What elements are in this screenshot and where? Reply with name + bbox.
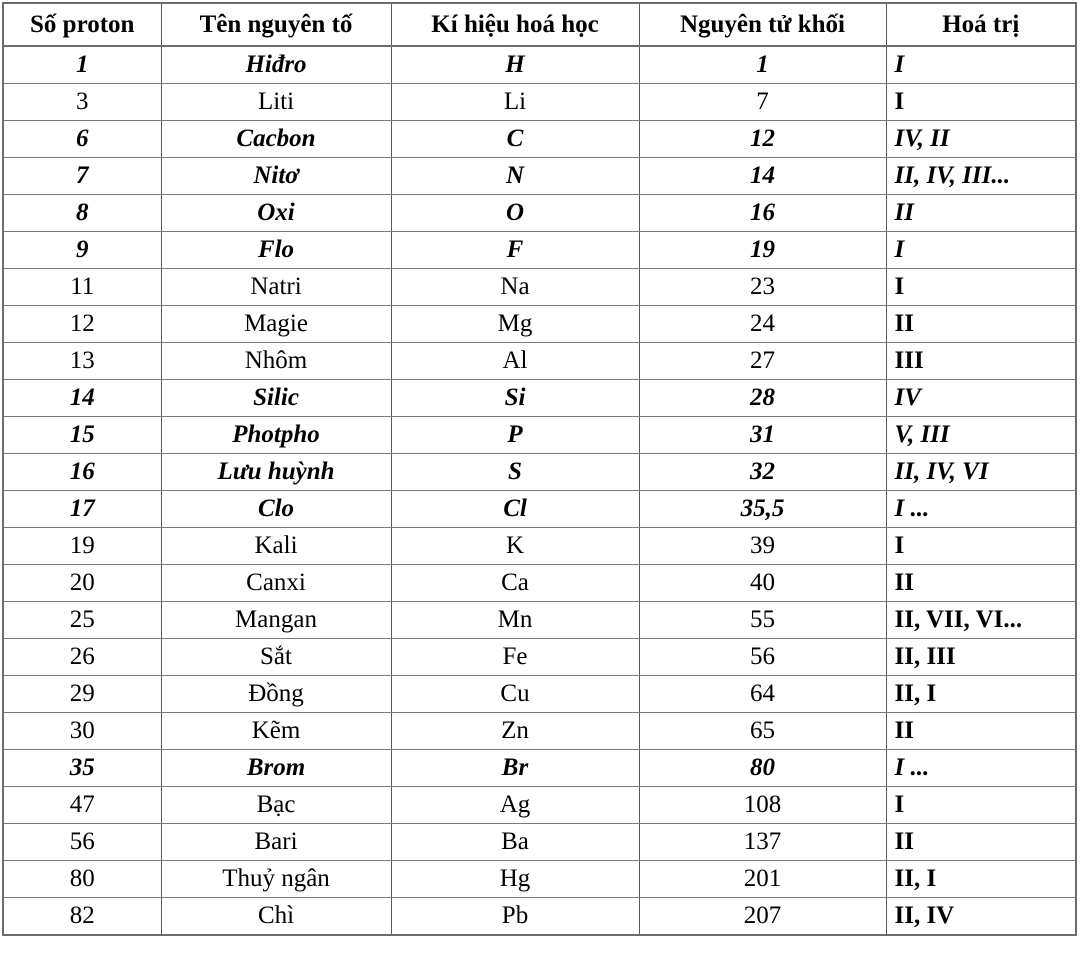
table-row	[3, 639, 1076, 676]
table-body	[3, 46, 1076, 935]
cell-proton-number: 14	[3, 380, 161, 417]
table-row	[3, 898, 1076, 936]
cell-element-symbol: K	[391, 528, 639, 565]
cell-valence: IV	[886, 380, 1076, 417]
cell-proton-number: 17	[3, 491, 161, 528]
cell-element-name: Silic	[161, 380, 391, 417]
cell-atomic-mass: 23	[639, 269, 886, 306]
cell-atomic-mass: 55	[639, 602, 886, 639]
cell-element-name: Flo	[161, 232, 391, 269]
table-row	[3, 232, 1076, 269]
cell-valence: I ...	[886, 491, 1076, 528]
cell-proton-number: 6	[3, 121, 161, 158]
cell-element-symbol: P	[391, 417, 639, 454]
cell-atomic-mass: 108	[639, 787, 886, 824]
table-row	[3, 343, 1076, 380]
table-row	[3, 380, 1076, 417]
cell-element-name: Liti	[161, 84, 391, 121]
cell-element-symbol: Li	[391, 84, 639, 121]
cell-element-name: Mangan	[161, 602, 391, 639]
cell-valence: II, I	[886, 861, 1076, 898]
cell-element-symbol: Si	[391, 380, 639, 417]
cell-element-symbol: Cu	[391, 676, 639, 713]
cell-atomic-mass: 40	[639, 565, 886, 602]
column-header-valence: Hoá trị	[886, 3, 1076, 46]
cell-atomic-mass: 12	[639, 121, 886, 158]
cell-valence: I	[886, 84, 1076, 121]
cell-valence: I	[886, 787, 1076, 824]
cell-atomic-mass: 39	[639, 528, 886, 565]
cell-valence: II, IV	[886, 898, 1076, 936]
chemical-elements-table	[2, 2, 1077, 936]
cell-proton-number: 13	[3, 343, 161, 380]
cell-atomic-mass: 32	[639, 454, 886, 491]
cell-element-name: Clo	[161, 491, 391, 528]
cell-element-name: Canxi	[161, 565, 391, 602]
cell-valence: I	[886, 528, 1076, 565]
cell-proton-number: 80	[3, 861, 161, 898]
cell-atomic-mass: 7	[639, 84, 886, 121]
cell-element-name: Bari	[161, 824, 391, 861]
cell-atomic-mass: 80	[639, 750, 886, 787]
table-header	[3, 3, 1076, 46]
cell-atomic-mass: 16	[639, 195, 886, 232]
header-row	[3, 3, 1076, 46]
cell-element-name: Hiđro	[161, 46, 391, 84]
cell-element-symbol: C	[391, 121, 639, 158]
table-row	[3, 84, 1076, 121]
cell-element-name: Sắt	[161, 639, 391, 676]
cell-element-symbol: Pb	[391, 898, 639, 936]
cell-atomic-mass: 1	[639, 46, 886, 84]
table-row	[3, 713, 1076, 750]
cell-atomic-mass: 35,5	[639, 491, 886, 528]
cell-atomic-mass: 24	[639, 306, 886, 343]
cell-element-name: Cacbon	[161, 121, 391, 158]
column-header-symbol: Kí hiệu hoá học	[391, 3, 639, 46]
cell-valence: II	[886, 713, 1076, 750]
cell-element-name: Thuỷ ngân	[161, 861, 391, 898]
table-row	[3, 676, 1076, 713]
table-row	[3, 121, 1076, 158]
cell-proton-number: 29	[3, 676, 161, 713]
cell-valence: I	[886, 232, 1076, 269]
cell-valence: II	[886, 565, 1076, 602]
cell-element-symbol: N	[391, 158, 639, 195]
cell-proton-number: 47	[3, 787, 161, 824]
cell-valence: II, IV, VI	[886, 454, 1076, 491]
cell-valence: I ...	[886, 750, 1076, 787]
cell-atomic-mass: 31	[639, 417, 886, 454]
cell-proton-number: 25	[3, 602, 161, 639]
column-header-mass: Nguyên tử khối	[639, 3, 886, 46]
cell-proton-number: 11	[3, 269, 161, 306]
cell-element-symbol: S	[391, 454, 639, 491]
table-row	[3, 787, 1076, 824]
cell-proton-number: 20	[3, 565, 161, 602]
cell-element-symbol: Ag	[391, 787, 639, 824]
table-row	[3, 158, 1076, 195]
cell-element-symbol: Fe	[391, 639, 639, 676]
cell-proton-number: 12	[3, 306, 161, 343]
cell-element-name: Chì	[161, 898, 391, 936]
cell-element-name: Nitơ	[161, 158, 391, 195]
cell-atomic-mass: 137	[639, 824, 886, 861]
table-row	[3, 750, 1076, 787]
cell-atomic-mass: 14	[639, 158, 886, 195]
cell-atomic-mass: 207	[639, 898, 886, 936]
cell-atomic-mass: 56	[639, 639, 886, 676]
cell-element-symbol: Hg	[391, 861, 639, 898]
cell-proton-number: 26	[3, 639, 161, 676]
cell-atomic-mass: 201	[639, 861, 886, 898]
cell-proton-number: 15	[3, 417, 161, 454]
cell-element-name: Bạc	[161, 787, 391, 824]
cell-element-symbol: Mn	[391, 602, 639, 639]
table-row	[3, 269, 1076, 306]
cell-atomic-mass: 19	[639, 232, 886, 269]
cell-element-symbol: Ca	[391, 565, 639, 602]
table-row	[3, 491, 1076, 528]
cell-element-symbol: Zn	[391, 713, 639, 750]
cell-proton-number: 9	[3, 232, 161, 269]
cell-element-name: Natri	[161, 269, 391, 306]
cell-proton-number: 19	[3, 528, 161, 565]
cell-atomic-mass: 27	[639, 343, 886, 380]
cell-proton-number: 1	[3, 46, 161, 84]
cell-element-symbol: Na	[391, 269, 639, 306]
cell-element-symbol: O	[391, 195, 639, 232]
element-table-container	[2, 2, 1075, 936]
cell-proton-number: 30	[3, 713, 161, 750]
cell-valence: IV, II	[886, 121, 1076, 158]
table-row	[3, 417, 1076, 454]
table-row	[3, 195, 1076, 232]
cell-element-name: Brom	[161, 750, 391, 787]
column-header-proton: Số proton	[3, 3, 161, 46]
column-header-name: Tên nguyên tố	[161, 3, 391, 46]
cell-element-symbol: H	[391, 46, 639, 84]
cell-element-name: Oxi	[161, 195, 391, 232]
table-row	[3, 306, 1076, 343]
table-row	[3, 861, 1076, 898]
cell-proton-number: 56	[3, 824, 161, 861]
cell-proton-number: 7	[3, 158, 161, 195]
cell-element-name: Đồng	[161, 676, 391, 713]
cell-element-name: Kẽm	[161, 713, 391, 750]
table-row	[3, 602, 1076, 639]
cell-proton-number: 8	[3, 195, 161, 232]
cell-valence: I	[886, 46, 1076, 84]
cell-proton-number: 16	[3, 454, 161, 491]
cell-element-symbol: Al	[391, 343, 639, 380]
cell-element-name: Lưu huỳnh	[161, 454, 391, 491]
cell-valence: II	[886, 306, 1076, 343]
cell-atomic-mass: 28	[639, 380, 886, 417]
cell-element-name: Magie	[161, 306, 391, 343]
cell-atomic-mass: 64	[639, 676, 886, 713]
cell-element-name: Kali	[161, 528, 391, 565]
cell-element-symbol: Br	[391, 750, 639, 787]
cell-valence: I	[886, 269, 1076, 306]
table-row	[3, 824, 1076, 861]
cell-element-name: Nhôm	[161, 343, 391, 380]
cell-valence: II	[886, 195, 1076, 232]
cell-element-symbol: Cl	[391, 491, 639, 528]
table-row	[3, 454, 1076, 491]
cell-element-symbol: Ba	[391, 824, 639, 861]
cell-element-name: Photpho	[161, 417, 391, 454]
cell-valence: II, I	[886, 676, 1076, 713]
cell-valence: II, IV, III...	[886, 158, 1076, 195]
table-row	[3, 46, 1076, 84]
table-row	[3, 528, 1076, 565]
cell-valence: II	[886, 824, 1076, 861]
cell-proton-number: 35	[3, 750, 161, 787]
cell-element-symbol: Mg	[391, 306, 639, 343]
cell-valence: III	[886, 343, 1076, 380]
cell-valence: V, III	[886, 417, 1076, 454]
cell-atomic-mass: 65	[639, 713, 886, 750]
cell-valence: II, III	[886, 639, 1076, 676]
cell-proton-number: 82	[3, 898, 161, 936]
table-row	[3, 565, 1076, 602]
cell-valence: II, VII, VI...	[886, 602, 1076, 639]
cell-proton-number: 3	[3, 84, 161, 121]
cell-element-symbol: F	[391, 232, 639, 269]
